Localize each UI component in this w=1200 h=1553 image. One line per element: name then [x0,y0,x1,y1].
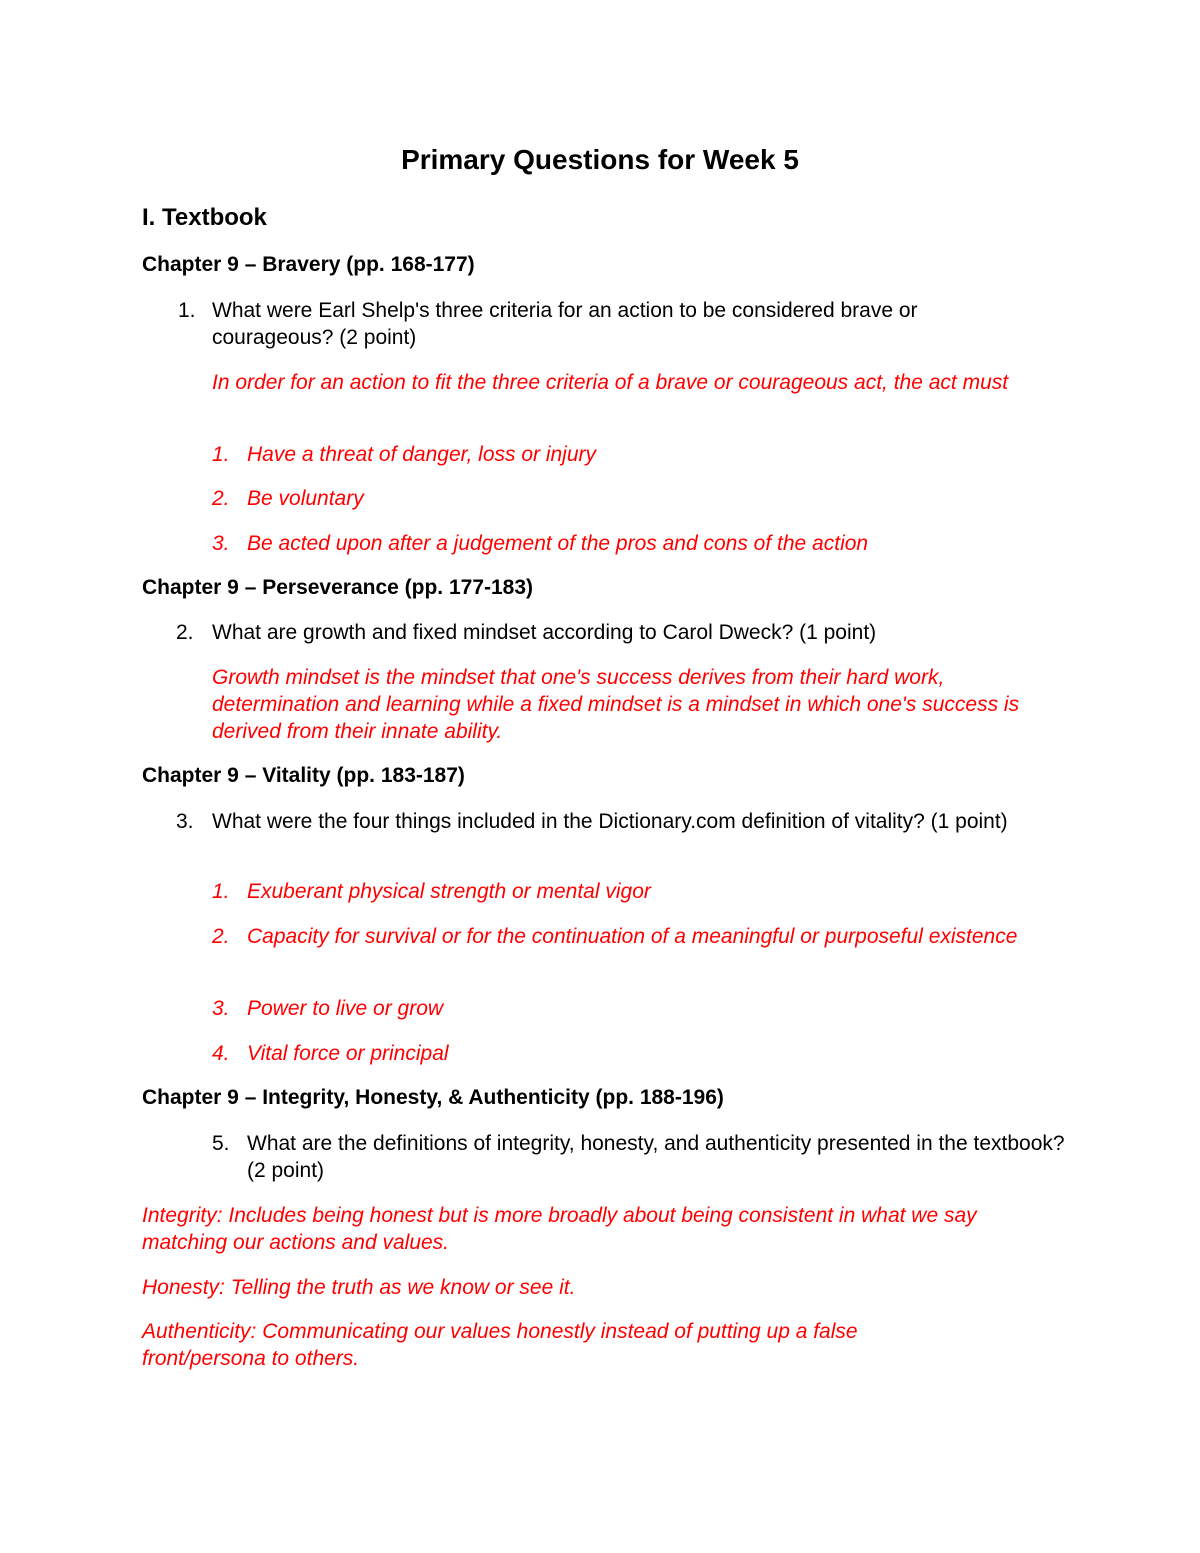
chapter-heading-bravery: Chapter 9 – Bravery (pp. 168-177) [142,253,475,276]
question-number: 1. [178,299,196,322]
answer-item-number: 2. [212,487,230,510]
answer-item-number: 4. [212,1042,230,1065]
answer-honesty: Honesty: Telling the truth as we know or see it. [142,1276,576,1299]
question-3 [176,808,1036,835]
question-number: 5. [212,1132,230,1155]
answer-authenticity: Authenticity: Communicating our values honestly instead of putting up a false front/persona to others. [142,1320,858,1370]
question-2 [176,619,1036,646]
answer-item-text: Power to live or grow [247,997,444,1020]
answer-item-text: Be voluntary [247,487,364,510]
question-text: What are the definitions of integrity, honesty, and authenticity presented in the textbook? (2 point) [247,1132,1065,1182]
answer-item-number: 1. [212,443,230,466]
answer-item-text: Be acted upon after a judgement of the pros and cons of the action [247,532,869,555]
answer-paragraph: Growth mindset is the mindset that one's success derives from their hard work, determination and learning while a fixed mindset is a mindset in which one's success is derived from their innate ability. [212,666,1020,743]
answer-item-text: Have a threat of danger, loss or injury [247,443,597,466]
answer-item-number: 2. [212,925,230,948]
answer-item-number: 3. [212,997,230,1020]
answer-item-text: Exuberant physical strength or mental vigor [247,880,651,903]
answer-item-text: Capacity for survival or for the continuation of a meaningful or purposeful existence [247,925,1018,948]
question-text: What were Earl Shelp's three criteria for an action to be considered brave or courageous? (2 point) [212,299,918,349]
answer-integrity: Integrity: Includes being honest but is more broadly about being consistent in what we say matching our actions and values. [142,1204,977,1254]
question-1 [178,297,1038,351]
answer-item-number: 1. [212,880,230,903]
chapter-heading-vitality: Chapter 9 – Vitality (pp. 183-187) [142,764,465,787]
answer-intro: In order for an action to fit the three criteria of a brave or courageous act, the act must [212,371,1009,394]
question-text: What were the four things included in the Dictionary.com definition of vitality? (1 point) [212,810,1008,833]
section-heading: I. Textbook [142,204,267,231]
answer-item-text: Vital force or principal [247,1042,449,1065]
document-title: Primary Questions for Week 5 [401,144,799,175]
question-number: 3. [176,810,194,833]
question-text: What are growth and fixed mindset according to Carol Dweck? (1 point) [212,621,877,644]
answer-item-number: 3. [212,532,230,555]
question-5 [212,1130,1072,1184]
chapter-heading-perseverance: Chapter 9 – Perseverance (pp. 177-183) [142,576,534,599]
question-number: 2. [176,621,194,644]
chapter-heading-integrity: Chapter 9 – Integrity, Honesty, & Authenticity (pp. 188-196) [142,1086,724,1109]
